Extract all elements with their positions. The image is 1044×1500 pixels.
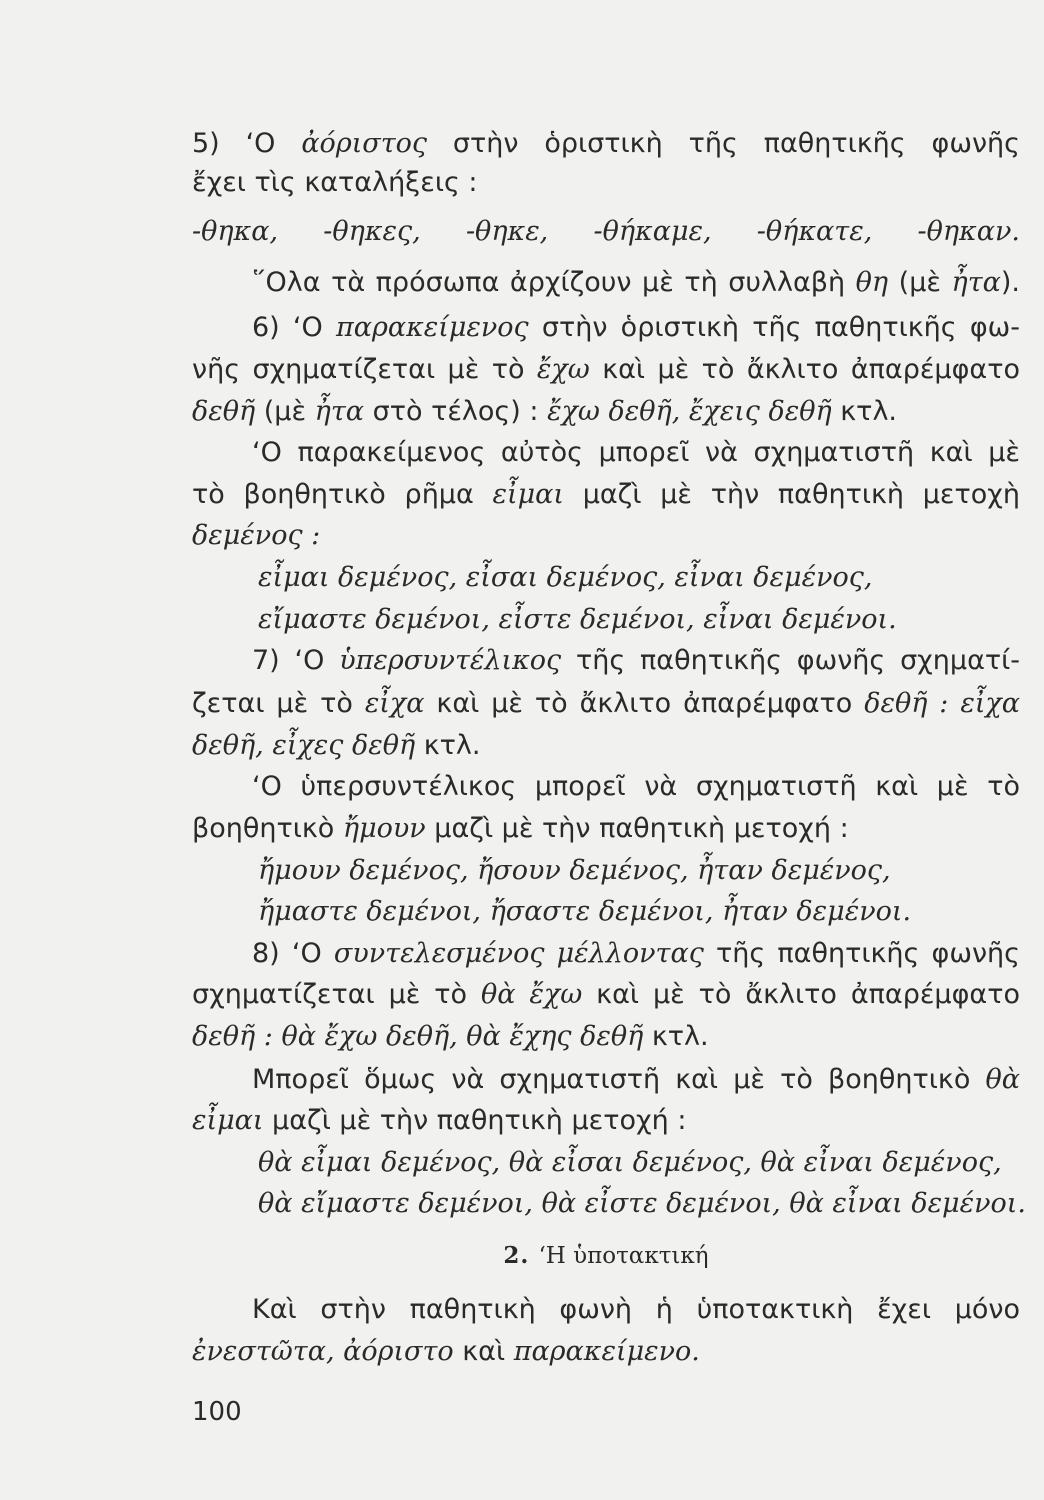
text-line	[252, 263, 1020, 303]
text-line	[252, 1290, 1020, 1330]
text-line	[192, 1332, 1020, 1372]
text-run: στὴν ὁριστικὴ τῆς παθητικῆς φω-	[528, 312, 1020, 343]
text-line	[258, 600, 1020, 640]
italic-run: ὑπερσυντέλικος	[339, 645, 562, 676]
text-line	[252, 767, 1020, 807]
text-run: Μπορεῖ ὅμως νὰ σχηματιστῆ καὶ μὲ τὸ βοηθητικὸ	[252, 1064, 986, 1095]
text-run: μαζὶ μὲ τὴν παθητικὴ μετοχή :	[263, 1105, 687, 1136]
text-line	[258, 558, 1020, 598]
text-line	[192, 726, 1020, 766]
text-run: τῆς παθητικῆς φωνῆς	[703, 938, 1020, 969]
text-line	[192, 475, 1020, 515]
italic-run: παρακείμενος	[335, 312, 529, 343]
italic-run: ἦτα	[951, 267, 1001, 298]
text-line	[192, 212, 1020, 252]
italic-run: εἶμαι	[192, 1105, 264, 1136]
italic-run: θὰ εἴμαστε δεμένοι, θὰ εἶστε δεμένοι, θὰ εἶναι δεμένοι.	[258, 1188, 1026, 1219]
text-line	[192, 809, 1020, 849]
text-run: κτλ.	[831, 396, 897, 427]
text-run: τὸ βοηθητικὸ ρῆμα	[192, 479, 493, 510]
italic-run: δεμένος :	[192, 520, 321, 551]
text-line	[252, 934, 1020, 974]
text-line	[192, 392, 1020, 432]
heading-label: ‘Η ὑποτακτική	[538, 1243, 709, 1269]
italic-run: ἔχω δεθῆ, ἔχεις δεθῆ	[547, 396, 832, 427]
italic-run: ἀόριστος	[301, 128, 428, 159]
heading-number: 2.	[503, 1242, 530, 1269]
italic-run: ἤμαστε δεμένοι, ἤσαστε δεμένοι, ἦταν δεμένοι.	[258, 896, 912, 927]
text-run: ζεται μὲ τὸ	[192, 688, 365, 719]
text-run: σχηματίζεται μὲ τὸ	[192, 979, 481, 1010]
text-run: ‘Ο ὑπερσυντέλικος μπορεῖ νὰ σχηματιστῆ καὶ μὲ τὸ	[252, 771, 1020, 802]
italic-run: θὰ	[985, 1064, 1020, 1095]
text-run: κτλ.	[415, 730, 481, 761]
text-run: κτλ.	[643, 1021, 709, 1052]
italic-run: ἤμουν δεμένος, ἤσουν δεμένος, ἦταν δεμένος,	[258, 855, 891, 886]
text-line	[258, 851, 1020, 891]
text-run: στὴν ὁριστικὴ τῆς παθητικῆς φωνῆς	[427, 128, 1020, 159]
italic-run: θὰ ἔχω	[480, 979, 583, 1010]
italic-run: ἤμουν	[342, 813, 426, 844]
italic-run: εἴμαστε δεμένοι, εἶστε δεμένοι, εἶναι δεμένοι.	[258, 604, 897, 635]
italic-run: δεθῆ : εἶχα	[864, 688, 1021, 719]
text-run: 7) ‘Ο	[252, 645, 340, 676]
page-number: 100	[192, 1397, 242, 1427]
text-line	[192, 350, 1020, 390]
italic-run: δεθῆ	[192, 396, 256, 427]
italic-run: ἦτα	[314, 396, 365, 427]
text-line	[258, 892, 1020, 932]
text-run: μαζὶ μὲ τὴν παθητικὴ μετοχή :	[425, 813, 849, 844]
text-line	[252, 308, 1020, 348]
text-line	[192, 516, 1020, 556]
text-run: ῞Ολα τὰ πρόσωπα ἀρχίζουν μὲ τὴ συλλαβὴ	[252, 267, 856, 298]
text-run: (μὲ	[255, 396, 315, 427]
italic-run: παρακείμενο.	[513, 1336, 700, 1367]
text-run: καὶ μὲ τὸ ἄκλιτο ἀπαρέμφατο	[582, 979, 1020, 1010]
text-run: στὸ τέλος) :	[364, 396, 548, 427]
text-run: ‘Ο παρακείμενος αὐτὸς μπορεῖ νὰ σχηματιστῆ καὶ μὲ	[252, 437, 1020, 468]
text-run: τῆς παθητικῆς φωνῆς σχηματί-	[561, 645, 1020, 676]
text-run: ).	[1000, 267, 1020, 298]
italic-run: εἶμαι δεμένος, εἶσαι δεμένος, εἶναι δεμένος,	[258, 562, 873, 593]
text-run: καὶ	[453, 1336, 514, 1367]
italic-run: ἐνεστῶτα, ἀόριστο	[192, 1336, 454, 1367]
text-run: μαζὶ μὲ τὴν παθητικὴ μετοχὴ	[563, 479, 1020, 510]
italic-run: εἶμαι	[492, 479, 564, 510]
text-run: 5) ‘Ο	[192, 128, 302, 159]
italic-run: -θηκα, -θηκες, -θηκε, -θήκαμε, -θήκατε, -θηκαν.	[192, 216, 1020, 247]
text-run: Καὶ στὴν παθητικὴ φωνὴ ἡ ὑποτακτικὴ ἔχει μόνο	[252, 1294, 1020, 1325]
text-run: 8) ‘Ο	[252, 938, 334, 969]
text-line	[192, 684, 1020, 724]
text-line	[258, 1143, 1020, 1183]
text-run: 6) ‘Ο	[252, 312, 336, 343]
italic-run: δεθῆ : θὰ ἔχω δεθῆ, θὰ ἔχης δεθῆ	[192, 1021, 644, 1052]
text-line	[192, 1101, 1020, 1141]
italic-run: εἶχα	[364, 688, 425, 719]
text-line	[252, 433, 1020, 473]
text-run: καὶ μὲ τὸ ἄκλιτο ἀπαρέμφατο	[424, 688, 865, 719]
text-line	[192, 163, 1020, 203]
italic-run: ἔχω	[536, 354, 590, 385]
text-run: καὶ μὲ τὸ ἄκλιτο ἀπαρέμφατο	[589, 354, 1020, 385]
italic-run: θη	[855, 267, 889, 298]
text-run: ἔχει τὶς καταλήξεις :	[192, 167, 478, 198]
text-line	[258, 1184, 1026, 1224]
text-line	[192, 1017, 1020, 1057]
text-line	[192, 124, 1020, 164]
text-line	[192, 975, 1020, 1015]
text-run: (μὲ	[888, 267, 952, 298]
text-line	[252, 1060, 1020, 1100]
italic-run: θὰ εἶμαι δεμένος, θὰ εἶσαι δεμένος, θὰ εἶναι δεμένος,	[258, 1147, 1002, 1178]
italic-run: συντελεσμένος μέλλοντας	[333, 938, 704, 969]
section-heading	[192, 1236, 1020, 1276]
text-run: νῆς σχηματίζεται μὲ τὸ	[192, 354, 537, 385]
italic-run: δεθῆ, εἶχες δεθῆ	[192, 730, 416, 761]
text-run: βοηθητικὸ	[192, 813, 343, 844]
text-line	[252, 641, 1020, 681]
